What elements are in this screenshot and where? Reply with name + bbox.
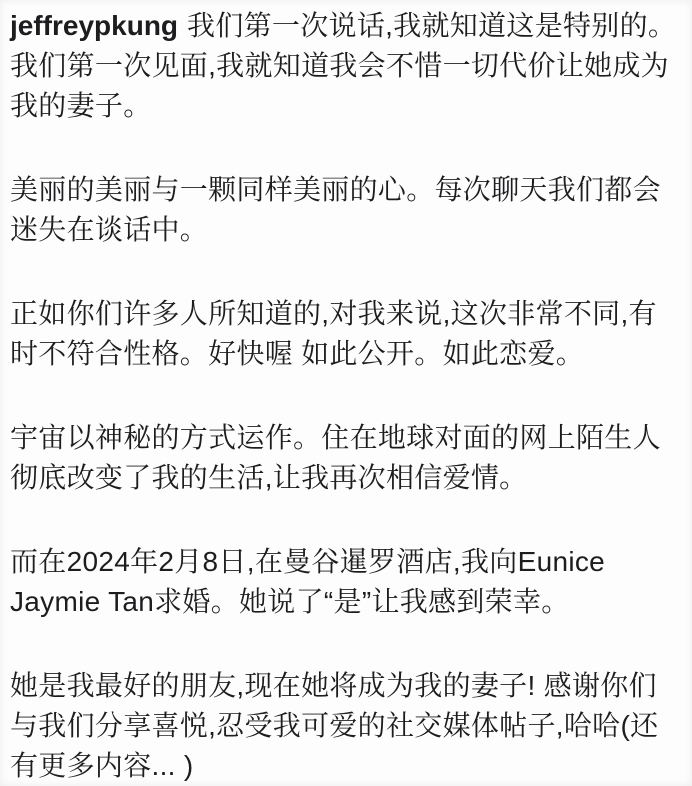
caption-line: 我们第一次见面,我就知道我会不惜一切代价让她成为 bbox=[10, 50, 669, 81]
caption-line: 彻底改变了我的生活,让我再次相信爱情。 bbox=[10, 462, 528, 493]
caption-line: 迷失在谈话中。 bbox=[10, 214, 209, 245]
caption-paragraph-5 bbox=[10, 542, 686, 622]
caption-paragraph-1 bbox=[10, 6, 686, 126]
caption-paragraph-3 bbox=[10, 294, 686, 374]
caption-line: 她是我最好的朋友,现在她将成为我的妻子! 感谢你们 bbox=[10, 670, 657, 701]
caption-line: 时不符合性格。好快喔 如此公开。如此恋爱。 bbox=[10, 338, 585, 369]
caption-paragraph-4 bbox=[10, 418, 686, 498]
caption-line: 正如你们许多人所知道的,对我来说,这次非常不同,有 bbox=[10, 298, 657, 329]
caption-line: 美丽的美丽与一颗同样美丽的心。每次聊天我们都会 bbox=[10, 174, 661, 205]
caption-line: 我的妻子。 bbox=[10, 90, 152, 121]
caption-line: Jaymie Tan求婚。她说了“是”让我感到荣幸。 bbox=[10, 586, 570, 617]
caption-paragraph-2 bbox=[10, 170, 686, 250]
caption-line: 宇宙以神秘的方式运作。住在地球对面的网上陌生人 bbox=[10, 422, 661, 453]
caption-line bbox=[10, 6, 686, 46]
caption-line: 有更多内容... ) bbox=[10, 750, 194, 781]
username[interactable]: jeffreypkung bbox=[10, 10, 179, 41]
caption-line: 而在2024年2月8日,在曼谷暹罗酒店,我向Eunice bbox=[10, 546, 606, 577]
caption-line: 与我们分享喜悦,忍受我可爱的社交媒体帖子,哈哈(还 bbox=[10, 710, 659, 741]
caption-paragraph-6 bbox=[10, 666, 686, 786]
caption-text: 我们第一次说话,我就知道这是特别的。 bbox=[187, 10, 677, 41]
